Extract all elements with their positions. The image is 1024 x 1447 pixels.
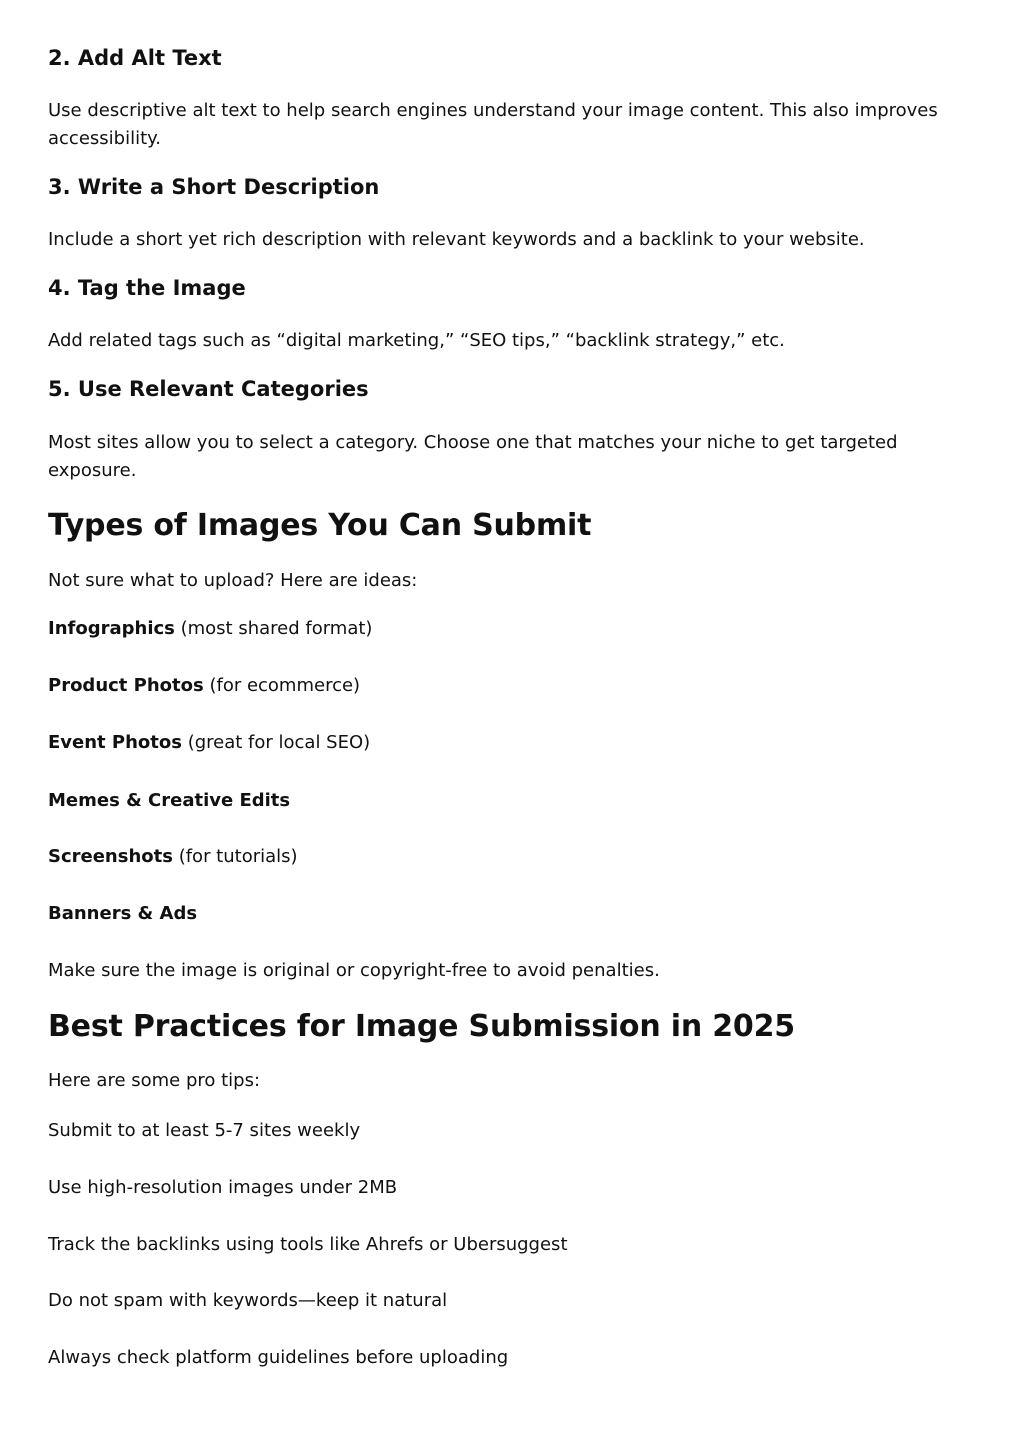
list-item-tip: Always check platform guidelines before uploading [48,1347,509,1368]
paragraph-types-intro: Not sure what to upload? Here are ideas: [48,570,418,591]
list-item-tip: Use high-resolution images under 2MB [48,1177,398,1198]
list-item-tip: Track the backlinks using tools like Ahrefs or Ubersuggest [48,1234,568,1255]
heading-types-of-images: Types of Images You Can Submit [48,508,592,543]
list-item-image-type [48,903,197,924]
paragraph-relevant-categories: Most sites allow you to select a category. Choose one that matches your niche to get targeted exposure. [48,432,898,481]
list-item-detail: (most shared format) [174,618,373,639]
heading-add-alt-text: 2. Add Alt Text [48,46,222,70]
list-item-detail: (for ecommerce) [203,675,361,696]
paragraph-best-intro: Here are some pro tips: [48,1070,261,1091]
list-item-tip: Submit to at least 5-7 sites weekly [48,1120,361,1141]
heading-tag-image: 4. Tag the Image [48,276,246,300]
heading-short-description: 3. Write a Short Description [48,175,380,199]
heading-best-practices: Best Practices for Image Submission in 2025 [48,1009,795,1044]
list-item-image-type [48,618,372,639]
list-item-image-type [48,675,360,696]
list-item-image-type [48,846,298,867]
paragraph-tag-image: Add related tags such as “digital marketing,” “SEO tips,” “backlink strategy,” etc. [48,330,785,351]
list-item-image-type [48,790,290,811]
list-item-tip: Do not spam with keywords—keep it natural [48,1290,448,1311]
list-item-detail: (great for local SEO) [181,732,371,753]
list-item-image-type [48,732,370,753]
paragraph-short-description: Include a short yet rich description with relevant keywords and a backlink to your website. [48,229,865,250]
list-item-bold: Infographics [48,618,175,639]
list-item-bold: Banners & Ads [48,903,198,924]
paragraph-alt-text: Use descriptive alt text to help search engines understand your image content. This also improves accessibility. [48,100,938,149]
heading-relevant-categories: 5. Use Relevant Categories [48,377,369,401]
list-item-bold: Product Photos [48,675,204,696]
list-item-detail: (for tutorials) [172,846,298,867]
list-item-bold: Memes & Creative Edits [48,790,291,811]
list-item-bold: Screenshots [48,846,173,867]
list-item-bold: Event Photos [48,732,182,753]
paragraph-copyright-note: Make sure the image is original or copyright-free to avoid penalties. [48,960,660,981]
